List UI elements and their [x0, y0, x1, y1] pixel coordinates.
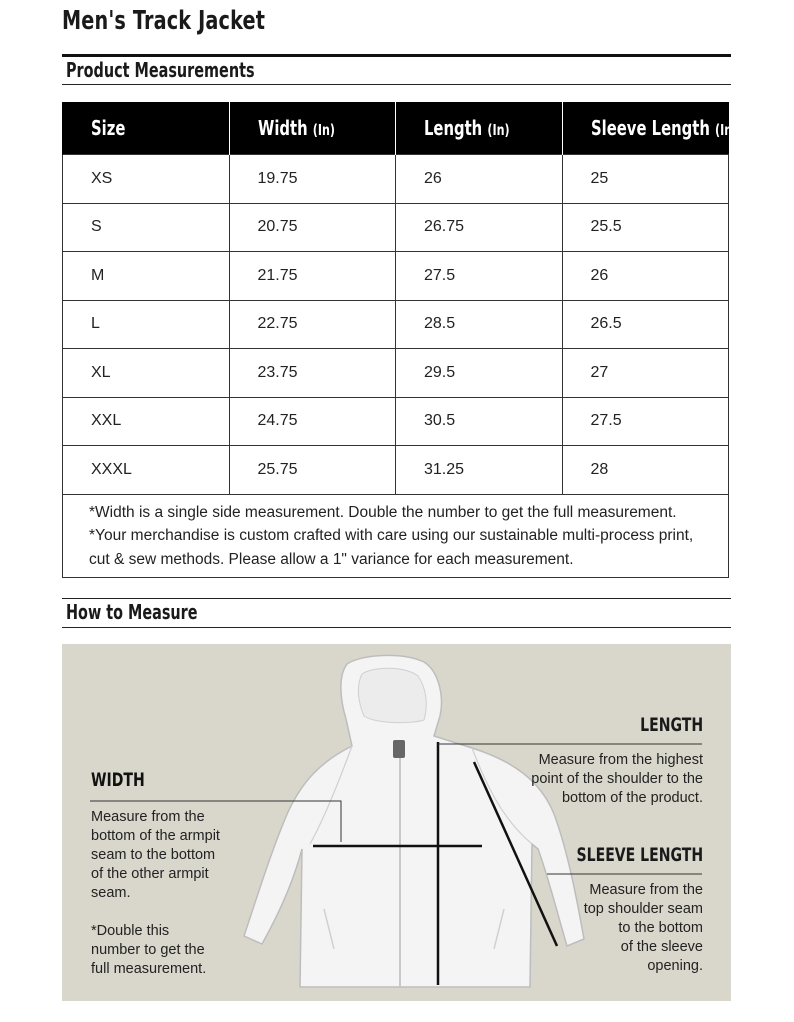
cell-size: S [63, 203, 230, 252]
table-notes-row [63, 494, 729, 578]
cell-size: XXXL [63, 446, 230, 495]
cell-sleeve: 28 [562, 446, 729, 495]
section-divider [62, 84, 731, 85]
sleeve-title-wrap [483, 844, 703, 866]
note-variance: *Your merchandise is custom crafted with care using our sustainable multi-process print, cut & sew methods. Please allow a 1" variance for each measurement. [89, 527, 694, 568]
cell-sleeve: 25 [562, 155, 729, 204]
cell-width: 19.75 [229, 155, 396, 204]
table-row [63, 300, 729, 349]
cell-sleeve: 27.5 [562, 397, 729, 446]
cell-width: 25.75 [229, 446, 396, 495]
header-width: Width (In) [229, 102, 396, 155]
width-note: *Double this number to get the full measurement. [91, 923, 207, 977]
cell-length: 27.5 [396, 252, 563, 301]
cell-size: M [63, 252, 230, 301]
cell-length: 30.5 [396, 397, 563, 446]
size-chart-table [62, 102, 737, 578]
table-row [63, 155, 729, 204]
length-instructions: Measure from the highest point of the shoulder to the bottom of the product. [531, 752, 703, 806]
table-row [63, 252, 729, 301]
header-length: Length (In) [396, 102, 563, 155]
cell-size: L [63, 300, 230, 349]
section-title-product-measurements: Product Measurements [66, 58, 255, 82]
table-row [63, 203, 729, 252]
how-to-measure-panel [62, 644, 731, 1001]
cell-sleeve: 25.5 [562, 203, 729, 252]
cell-width: 22.75 [229, 300, 396, 349]
cell-width: 23.75 [229, 349, 396, 398]
cell-sleeve: 27 [562, 349, 729, 398]
cell-length: 31.25 [396, 446, 563, 495]
cell-size: XL [63, 349, 230, 398]
table-row [63, 446, 729, 495]
note-width: *Width is a single side measurement. Double the number to get the full measurement. [89, 503, 677, 521]
section-divider [62, 627, 731, 628]
cell-length: 29.5 [396, 349, 563, 398]
measurement-notes [63, 494, 729, 578]
cell-sleeve: 26 [562, 252, 729, 301]
table-row [63, 397, 729, 446]
cell-width: 24.75 [229, 397, 396, 446]
cell-width: 21.75 [229, 252, 396, 301]
cell-sleeve: 26.5 [562, 300, 729, 349]
cell-length: 26 [396, 155, 563, 204]
title-divider [62, 54, 731, 57]
table-header-row [63, 102, 729, 155]
length-title: LENGTH [640, 714, 703, 736]
header-size: Size [63, 102, 230, 155]
cell-size: XXL [63, 397, 230, 446]
section-divider [62, 598, 731, 599]
sleeve-length-title: SLEEVE LENGTH [576, 844, 703, 866]
width-instructions: Measure from the bottom of the armpit seam to the bottom of the other armpit seam. [91, 809, 220, 901]
length-title-wrap [503, 714, 703, 736]
cell-length: 26.75 [396, 203, 563, 252]
sleeve-length-instructions: Measure from the top shoulder seam to the bottom of the sleeve opening. [583, 882, 703, 974]
section-title-how-to-measure: How to Measure [66, 600, 198, 624]
header-sleeve-length: Sleeve Length (In) [562, 102, 729, 155]
table-row [63, 349, 729, 398]
cell-length: 28.5 [396, 300, 563, 349]
width-title: WIDTH [91, 769, 145, 791]
cell-size: XS [63, 155, 230, 204]
cell-width: 20.75 [229, 203, 396, 252]
